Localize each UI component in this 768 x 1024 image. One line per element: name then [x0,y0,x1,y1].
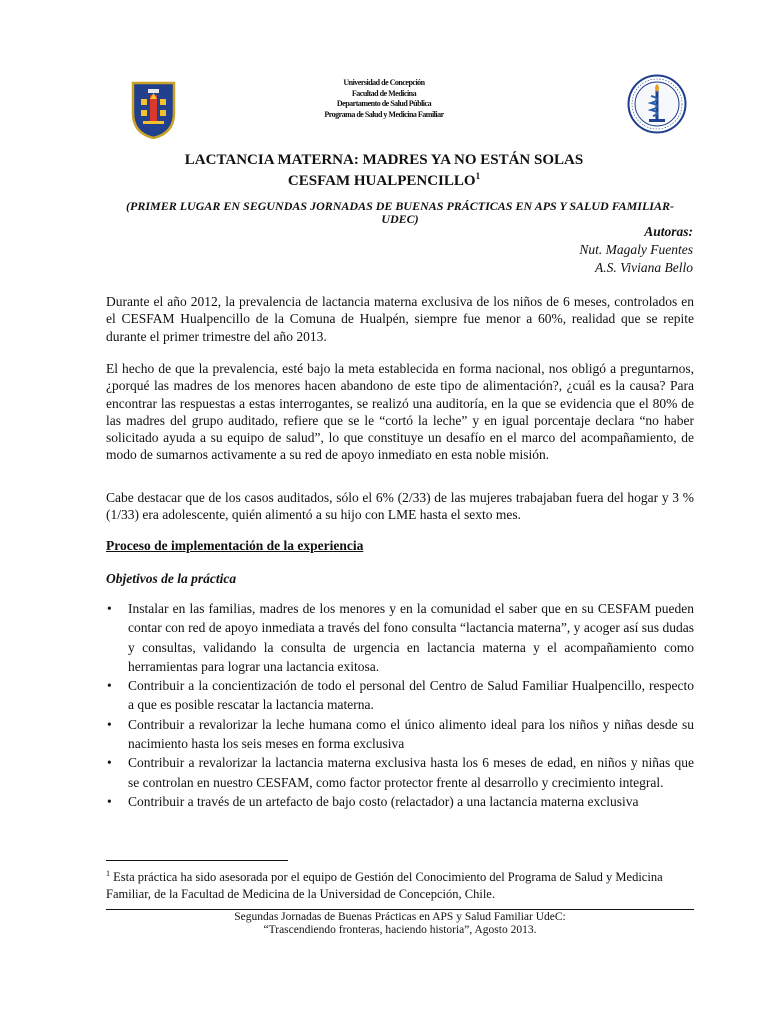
footer-line-1: Segundas Jornadas de Buenas Prácticas en APS y Salud Familiar UdeC: [234,911,566,923]
list-item [106,599,694,676]
institution-header [250,78,518,120]
footnote-text: Esta práctica ha sido asesorada por el equipo de Gestión del Conocimiento del Programa de Salud y Medicina Familiar, de la Facultad de Medicina de la Universidad de Concepción, Chile. [106,870,663,902]
author-name: A.S. Viviana Bello [595,260,693,275]
list-item-text: Instalar en las familias, madres de los menores y en la comunidad el saber que en su CESFAM pueden contar con red de apoyo inmediata a través del fono consulta “lactancia materna”, y acoger así sus dudas y consultas, validando la consulta de urgencia en lactancia materna y el acompañamiento como herramientas para lograr una lactancia exitosa. [128,601,694,674]
footnote-marker: 1 [106,869,110,878]
section-heading: Proceso de implementación de la experiencia [106,538,364,553]
list-item [106,715,694,754]
institution-line: Programa de Salud y Medicina Familiar [324,109,444,119]
title-footnote-marker: 1 [475,171,481,181]
footer-line-2: “Trascendiendo fronteras, haciendo historia”, Agosto 2013. [263,924,537,936]
list-item [106,676,694,715]
medical-faculty-seal-logo [627,74,687,134]
bullet-icon: • [107,601,112,616]
institution-line: Universidad de Concepción [343,78,425,87]
page-title [100,152,668,189]
university-crest-logo [131,79,176,139]
paragraph-intro: Durante el año 2012, la prevalencia de lactancia materna exclusiva de los niños de 6 meses, controlados en el CESFAM Hualpencillo de la Comuna de Hualpén, siempre fue menor a 60%, realidad que se repite durante el primer trimestre del año 2013. [106,294,694,344]
institution-line: Departamento de Salud Pública [336,99,432,108]
page-footer [106,911,694,937]
list-item-text: Contribuir a revalorizar la leche humana como el único alimento ideal para los niños y niñas desde su nacimiento hasta los seis meses en forma exclusiva [128,716,694,752]
title-line-2-text: CESFAM HUALPENCILLO [287,173,476,189]
bullet-icon: • [107,793,112,809]
bullet-icon: • [107,716,112,732]
list-item-text: Contribuir a través de un artefacto de bajo costo (relactador) a una lactancia materna exclusiva [128,793,639,809]
authors-label: Autoras: [644,224,693,239]
bullet-icon: • [107,755,112,771]
institution-line: Facultad de Medicina [351,88,417,98]
paragraph-audit: El hecho de que la prevalencia, esté bajo la meta establecida en forma nacional, nos obligó a preguntarnos, ¿porqué las madres de los menores hacen abandono de este tipo de alimentación?, ¿cuál es la causa? Para encontrar las respuestas a estas interrogantes, se realizó una auditoría, en la que se evidencia que el 80% de las madres del grupo auditado, refiere que se le “cortó la leche” y en igual porcentaje declara “no haber solicitado ayuda a su equipo de salud”, lo que constituye un desafío en el marco del acompañamiento, de modo de sumarnos activamente a su red de apoyo inmediato en esta noble misión. [106,361,694,463]
footnote [106,865,694,903]
list-item-text: Contribuir a la concientización de todo el personal del Centro de Salud Familiar Hualpencillo, respecto a que es posible rescatar la lactancia materna. [128,678,694,713]
page-subtitle: (PRIMER LUGAR EN SEGUNDAS JORNADAS DE BUENAS PRÁCTICAS EN APS Y SALUD FAMILIAR-UDEC) [126,199,674,226]
title-line-1: LACTANCIA MATERNA: MADRES YA NO ESTÁN SOLAS [184,152,584,168]
bullet-icon: • [107,678,112,694]
list-item [106,792,694,811]
objectives-heading: Objetivos de la práctica [106,571,237,586]
paragraph-cases: Cabe destacar que de los casos auditados, sólo el 6% (2/33) de las mujeres trabajaban fuera del hogar y 3 % (1/33) era adolescente, quién alimentó a su hijo con LME hasta el sexto mes. [106,490,694,523]
list-item-text: Contribuir a revalorizar la lactancia materna exclusiva hasta los 6 meses de edad, en niños y niñas que se controlan en nuestro CESFAM, como factor protector frente al desarrollo y crecimiento integral. [128,755,694,790]
list-item [106,753,694,792]
authors-block [579,223,693,277]
objectives-list [106,599,694,811]
footer-divider [106,909,694,910]
title-line-2 [100,168,668,189]
footnote-divider [106,860,288,861]
author-name: Nut. Magaly Fuentes [579,242,693,257]
